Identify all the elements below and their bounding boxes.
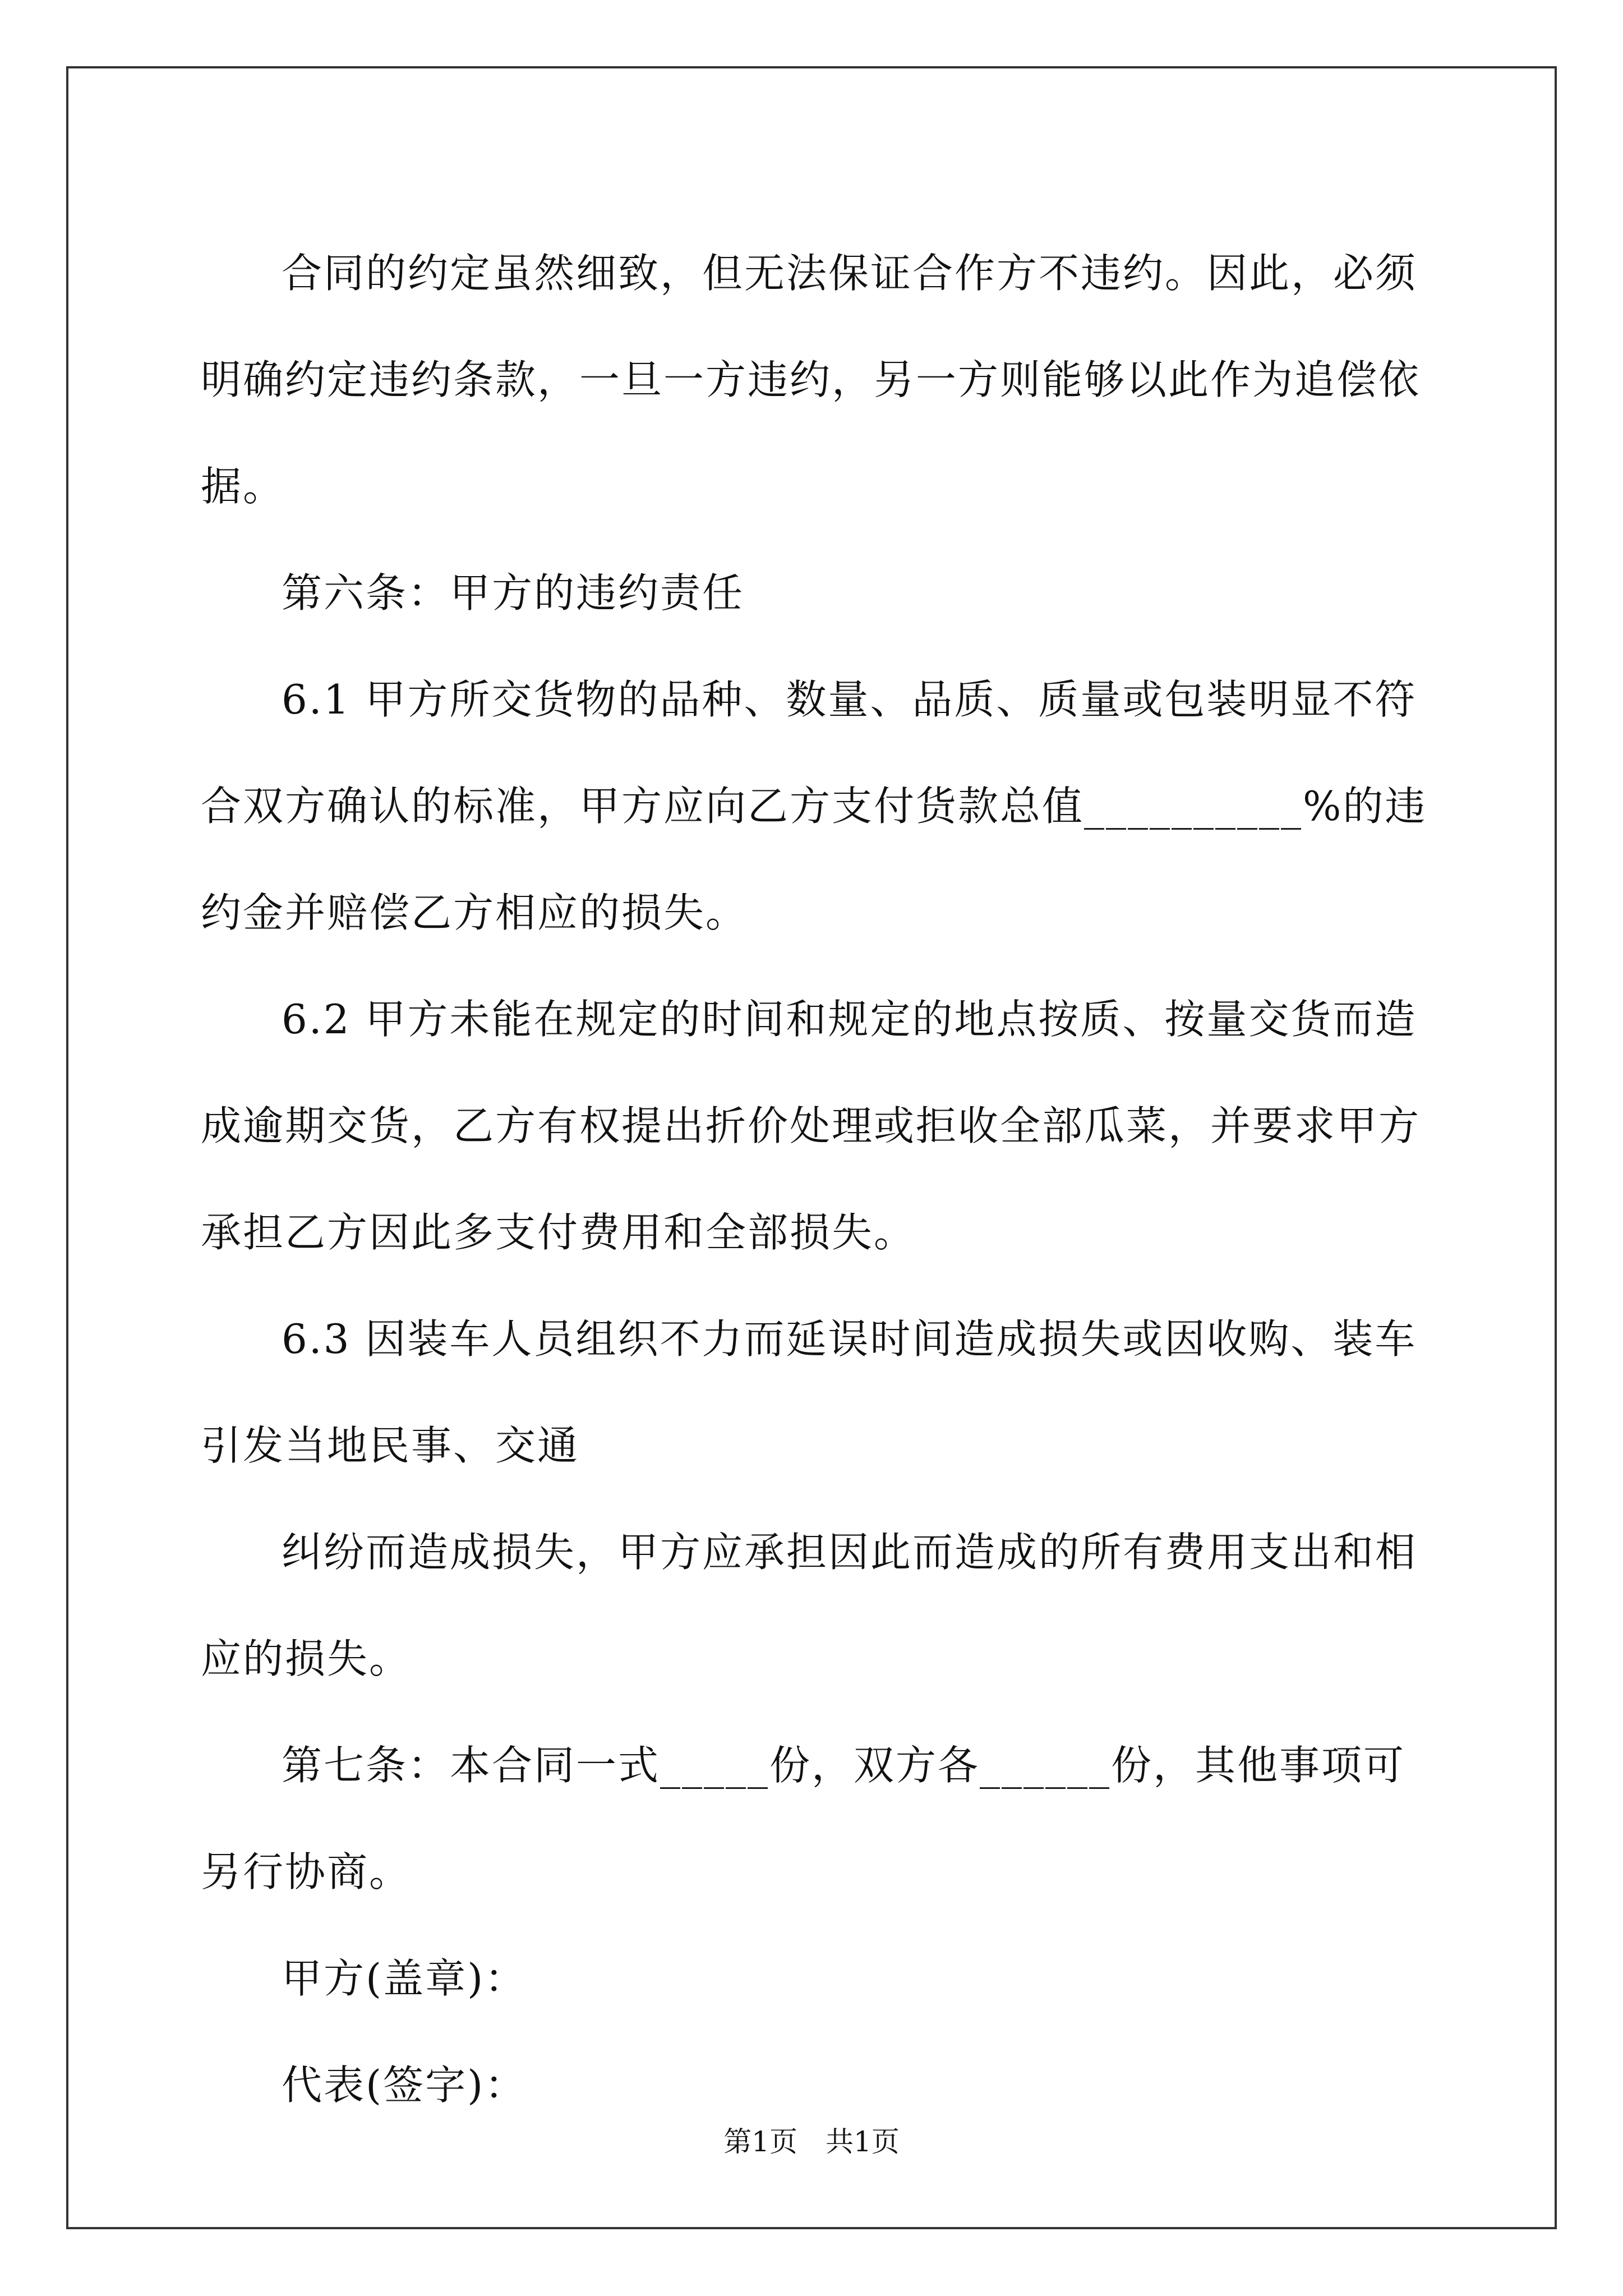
representative-signature: 代表(签字)： [282,2062,527,2109]
clause-6-2: 6.2 甲方未能在规定的时间和规定的地点按质、按量交货而造成逾期交货，乙方有权提出折价处理或拒收全部瓜菜，并要求甲方承担乙方因此多支付费用和全部损失。 [201,996,1421,1256]
paragraph-breach-intro: 合同的约定虽然细致，但无法保证合作方不违约。因此，必须明确约定违约条款，一旦一方违约，另一方则能够以此作为追偿依据。 [201,250,1421,510]
clause-6-3-continued: 纠纷而造成损失，甲方应承担因此而造成的所有费用支出和相应的损失。 [201,1529,1418,1682]
article-six-heading: 第六条：甲方的违约责任 [282,569,745,616]
clause-6-1: 6.1 甲方所交货物的品种、数量、品质、质量或包装明显不符合双方确认的标准，甲方应向乙方支付货款总值__________%的违约金并赔偿乙方相应的损失。 [201,676,1427,936]
article-seven: 第七条：本合同一式_____份，双方各______份，其他事项可另行协商。 [201,1742,1406,1895]
document-body [201,220,1429,2138]
page-number: 第1页 共1页 [723,2125,900,2158]
clause-6-3: 6.3 因装车人员组织不力而延误时间造成损失或因收购、装车引发当地民事、交通 [201,1315,1417,1469]
party-a-seal: 甲方(盖章)： [282,1955,527,2002]
